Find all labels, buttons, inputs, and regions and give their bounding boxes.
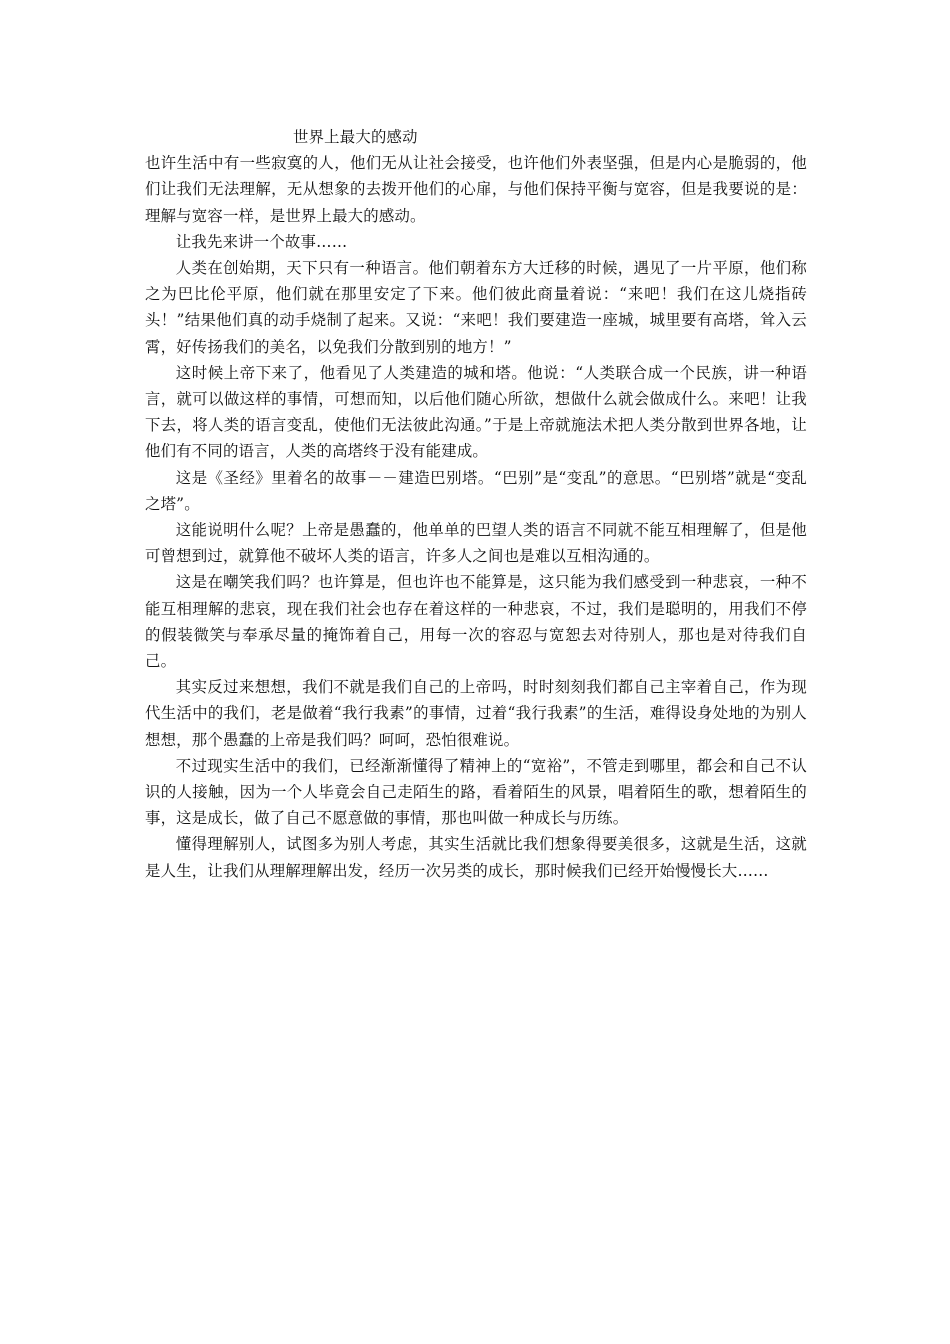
document-title: 世界上最大的感动 (293, 128, 418, 146)
paragraph-reflection: 其实反过来想想，我们不就是我们自己的上帝吗，时时刻刻我们都自己主宰着自己，作为现代生活中的我们，老是做着“我行我素”的事情，过着“我行我素”的生活，难得设身处地的为别人想想，那个愚蠢的上帝是我们吗？呵呵，恐怕很难说。 (145, 678, 807, 749)
paragraph-god-descends: 这时候上帝下来了，他看见了人类建造的城和塔。他说：“人类联合成一个民族，讲一种语言，就可以做这样的事情，可想而知，以后他们随心所欲，想做什么就会做成什么。来吧！让我下去，将人类的语言变乱，使他们无法彼此沟通。”于是上帝就施法术把人类分散到世界各地，让他们有不同的语言，人类的高塔终于没有能建成。 (145, 363, 807, 461)
paragraph-babel-origin: 人类在创始期，天下只有一种语言。他们朝着东方大迁移的时候，遇见了一片平原，他们称之为巴比伦平原，他们就在那里安定了下来。他们彼此商量着说：“来吧！我们在这儿烧指砖头！”结果他们真的动手烧制了起来。又说：“来吧！我们要建造一座城，城里要有高塔，耸入云霄，好传扬我们的美名，以免我们分散到别的地方！” (145, 259, 807, 356)
document-body (145, 124, 807, 884)
paragraph-bible-story: 这是《圣经》里着名的故事－－建造巴别塔。“巴别”是“变乱”的意思。“巴别塔”就是“变乱之塔”。 (145, 468, 807, 513)
paragraph-sorrow: 这是在嘲笑我们吗？也许算是，但也许也不能算是，这只能为我们感受到一种悲哀，一种不能互相理解的悲哀，现在我们社会也存在着这样的一种悲哀，不过，我们是聪明的，用我们不停的假装微笑与奉承尽量的掩饰着自己，用每一次的容忍与宽恕去对待别人，那也是对待我们自己。 (145, 573, 807, 671)
paragraph-growth: 不过现实生活中的我们，已经渐渐懂得了精神上的“宽裕”，不管走到哪里，都会和自己不认识的人接触，因为一个人毕竟会自己走陌生的路，看着陌生的风景，唱着陌生的歌，想着陌生的事，这是成长，做了自己不愿意做的事情，那也叫做一种成长与历练。 (145, 756, 807, 828)
paragraph-meaning: 这能说明什么呢？上帝是愚蠢的，他单单的巴望人类的语言不同就不能互相理解了，但是他可曾想到过，就算他不破坏人类的语言，许多人之间也是难以互相沟通的。 (145, 521, 807, 566)
paragraph-intro: 也许生活中有一些寂寞的人，他们无从让社会接受，也许他们外表坚强，但是内心是脆弱的，他们让我们无法理解，无从想象的去拨开他们的心扉，与他们保持平衡与宽容，但是我要说的是：理解与宽容一样，是世界上最大的感动。 (145, 154, 807, 225)
paragraph-conclusion: 懂得理解别人，试图多为别人考虑，其实生活就比我们想象得要美很多，这就是生活，这就是人生，让我们从理解理解出发，经历一次另类的成长，那时候我们已经开始慢慢长大…… (145, 835, 807, 880)
paragraph-story-lead: 让我先来讲一个故事…… (175, 232, 348, 251)
